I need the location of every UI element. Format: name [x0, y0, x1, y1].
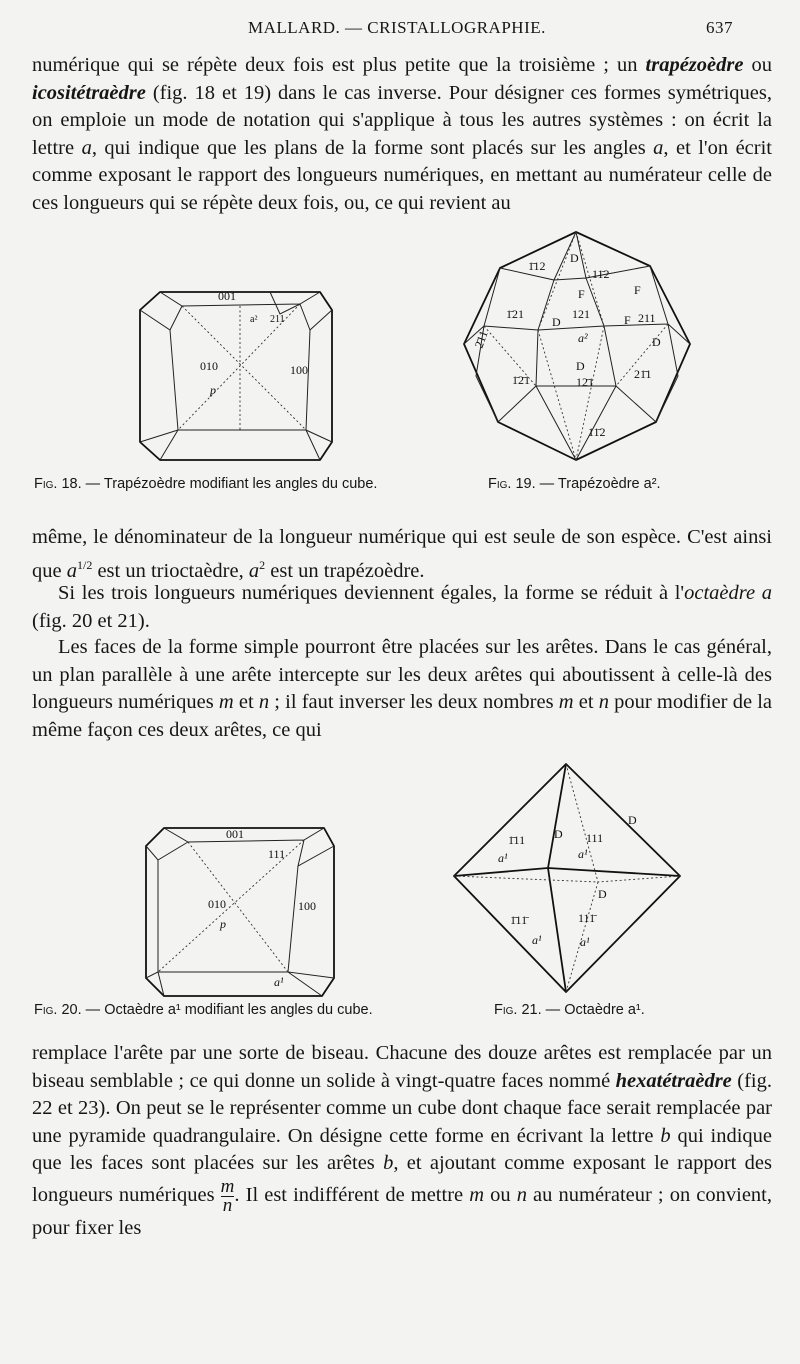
text-run: remplace l'arête par une sorte de biseau. Chacune des douze arêtes est remplacée par un biseau semblable ; ce qui donne un solide à vingt-quatre faces nommé — [32, 1042, 772, 1092]
face-label: 11̄2 — [588, 425, 606, 439]
text-run: pour modifier de la même façon ces deux arêtes, ce qui — [32, 691, 773, 741]
text-run: même, le dénominateur de la longueur numérique qui est seule de son espèce. C'est ainsi que — [32, 526, 772, 582]
text-run: , et ajoutant comme exposant le rapport des longueurs numériques — [32, 1152, 773, 1207]
symbol-b: b — [660, 1124, 671, 1147]
symbol-a: a — [81, 136, 92, 159]
face-label: 1̄11 — [508, 833, 526, 847]
symbol-m: m — [469, 1184, 485, 1207]
face-label: 11̄2 — [592, 267, 610, 281]
face-label: D — [576, 359, 585, 373]
face-label: a¹ — [532, 933, 542, 947]
face-label-p: p — [220, 917, 226, 931]
face-label-001: 001 — [218, 289, 236, 303]
figure-21-caption — [494, 1002, 645, 1018]
face-label: 211 — [638, 311, 656, 325]
face-label: 1̄12 — [528, 259, 546, 273]
figure-20 — [128, 812, 344, 1002]
text-run: . Il est indifférent de mettre — [234, 1184, 470, 1207]
caption-text: — Trapézoèdre a². — [535, 476, 661, 492]
symbol-m: m — [218, 691, 234, 714]
face-label: 1̄11̄ — [510, 913, 528, 927]
exponent: 2 — [259, 557, 266, 572]
figure-21 — [448, 760, 684, 1000]
text-run: (fig. 20 et 21). — [32, 609, 150, 632]
face-label: F — [624, 313, 631, 327]
text-run: , qui indique que les plans de la forme sont placés sur les angles — [91, 136, 654, 159]
face-label: 2̄11 — [471, 328, 491, 350]
face-label: 1̄21 — [506, 307, 524, 321]
face-label-p: p — [210, 383, 216, 397]
term-octaedre: octaèdre a — [684, 582, 772, 604]
text-run: et — [233, 691, 259, 714]
paragraph-1 — [32, 52, 772, 218]
page-number: 637 — [706, 18, 733, 37]
face-label: a¹ — [578, 847, 588, 861]
face-label: D — [552, 315, 561, 329]
fraction-numerator: m — [220, 1175, 235, 1197]
face-label: 21̄1 — [634, 367, 652, 381]
figure-19-drawing — [456, 226, 696, 466]
figure-18 — [120, 270, 360, 466]
figure-19-caption — [488, 476, 661, 492]
term-trapezoedre: trapézoèdre — [645, 54, 744, 76]
symbol-a: a — [653, 136, 664, 159]
caption-lead: Fig. 19. — [488, 476, 536, 492]
text-run: ; il faut inverser les deux nombres — [269, 691, 559, 714]
text-run: numérique qui se répète deux fois est plus petite que la troisième ; un — [32, 54, 646, 76]
term-hexatetraedre: hexatétraèdre — [615, 1069, 732, 1092]
caption-text: — Octaèdre a¹. — [541, 1002, 645, 1018]
term-icositetraedre: icositétraèdre — [32, 81, 146, 104]
corner-label-a2: a² — [250, 314, 258, 325]
figure-18-drawing — [120, 270, 360, 466]
face-label-100: 100 — [290, 363, 308, 377]
paragraph-5 — [32, 1040, 772, 1243]
running-title: MALLARD. — CRISTALLOGRAPHIE. — [248, 18, 546, 37]
text-run: qui indique que les faces sont placées sur les arêtes — [32, 1124, 773, 1175]
face-label: a² — [578, 331, 588, 345]
symbol-b: b — [383, 1152, 394, 1175]
face-label: 12̄1 — [576, 375, 594, 389]
text-run: Les faces de la forme simple pourront être placées sur les arêtes. Dans le cas général, un plan parallèle à une arête intercepte sur les deux arêtes qui aboutissent à celle-là des longueurs numériques — [32, 636, 772, 714]
face-label: D — [652, 335, 661, 349]
symbol-n: n — [258, 691, 270, 714]
text-run: Si les trois longueurs numériques deviennent égales, la forme se réduit à l' — [58, 582, 685, 604]
exponent: 1/2 — [76, 557, 93, 572]
caption-text: — Trapézoèdre modifiant les angles du cube. — [81, 476, 378, 492]
text-run: (fig. 18 et 19) dans le cas inverse. Pour désigner ces formes symétriques, on emploie un mode de notation qui s'applique à tous les autres systèmes : on écrit la lettre — [32, 81, 772, 159]
face-label: D — [598, 887, 607, 901]
text-run: et — [573, 691, 599, 714]
text-run: au numérateur ; on convient, pour fixer les — [32, 1184, 773, 1239]
face-label: 121 — [572, 307, 590, 321]
caption-lead: Fig. 18. — [34, 476, 82, 492]
face-label: a¹ — [580, 935, 590, 949]
figure-20-caption — [34, 1002, 373, 1018]
text-run: est un trioctaèdre, — [92, 559, 249, 582]
running-header — [0, 16, 800, 42]
figure-18-caption — [34, 476, 377, 492]
face-label: F — [578, 287, 585, 301]
face-label-a1: a¹ — [274, 975, 284, 989]
text-run: ou — [484, 1184, 517, 1207]
fraction-denominator: n — [222, 1194, 233, 1216]
text-run: ou — [743, 54, 772, 76]
face-label: F — [634, 283, 641, 297]
text-run: , et l'on écrit comme exposant le rapport des longueurs numériques, en mettant au numérateur celle de ces longueurs qui se répète deux fois, ou, ce qui revient au — [32, 136, 772, 214]
symbol-a: a — [66, 559, 77, 582]
face-label: 1̄2̄1 — [512, 373, 530, 387]
symbol-a: a — [248, 559, 260, 582]
face-label: D — [570, 251, 579, 265]
fraction-m-over-n — [220, 1175, 235, 1216]
face-label: a¹ — [498, 851, 508, 865]
caption-text: — Octaèdre a¹ modifiant les angles du cube. — [81, 1002, 373, 1018]
paragraph-4 — [32, 634, 772, 744]
symbol-n: n — [516, 1184, 527, 1207]
figure-20-drawing — [128, 812, 344, 1002]
face-label: D — [554, 827, 563, 841]
caption-lead: Fig. 20. — [34, 1002, 82, 1018]
face-label-010: 010 — [208, 897, 226, 911]
face-label-111: 111 — [268, 847, 286, 861]
corner-label-211: 211 — [270, 314, 285, 325]
text-run: (fig. 22 et 23). On peut se le représenter comme un cube dont chaque face serait remplacée par une pyramide quadrangulaire. On désigne cette forme en écrivant la lettre — [32, 1069, 772, 1147]
face-label-100: 100 — [298, 899, 316, 913]
symbol-n: n — [598, 691, 609, 714]
face-label-010: 010 — [200, 359, 218, 373]
face-label: 111 — [586, 831, 604, 845]
caption-lead: Fig. 21. — [494, 1002, 542, 1018]
text-run: est un trapézoèdre. — [265, 559, 425, 582]
face-label-001: 001 — [226, 827, 244, 841]
face-label: 111̄ — [578, 911, 596, 925]
figure-19 — [456, 226, 696, 466]
paragraph-3 — [32, 580, 772, 635]
symbol-m: m — [558, 691, 574, 714]
paragraph-2 — [32, 524, 772, 585]
face-label: D — [628, 813, 637, 827]
figure-21-drawing — [448, 760, 684, 1000]
